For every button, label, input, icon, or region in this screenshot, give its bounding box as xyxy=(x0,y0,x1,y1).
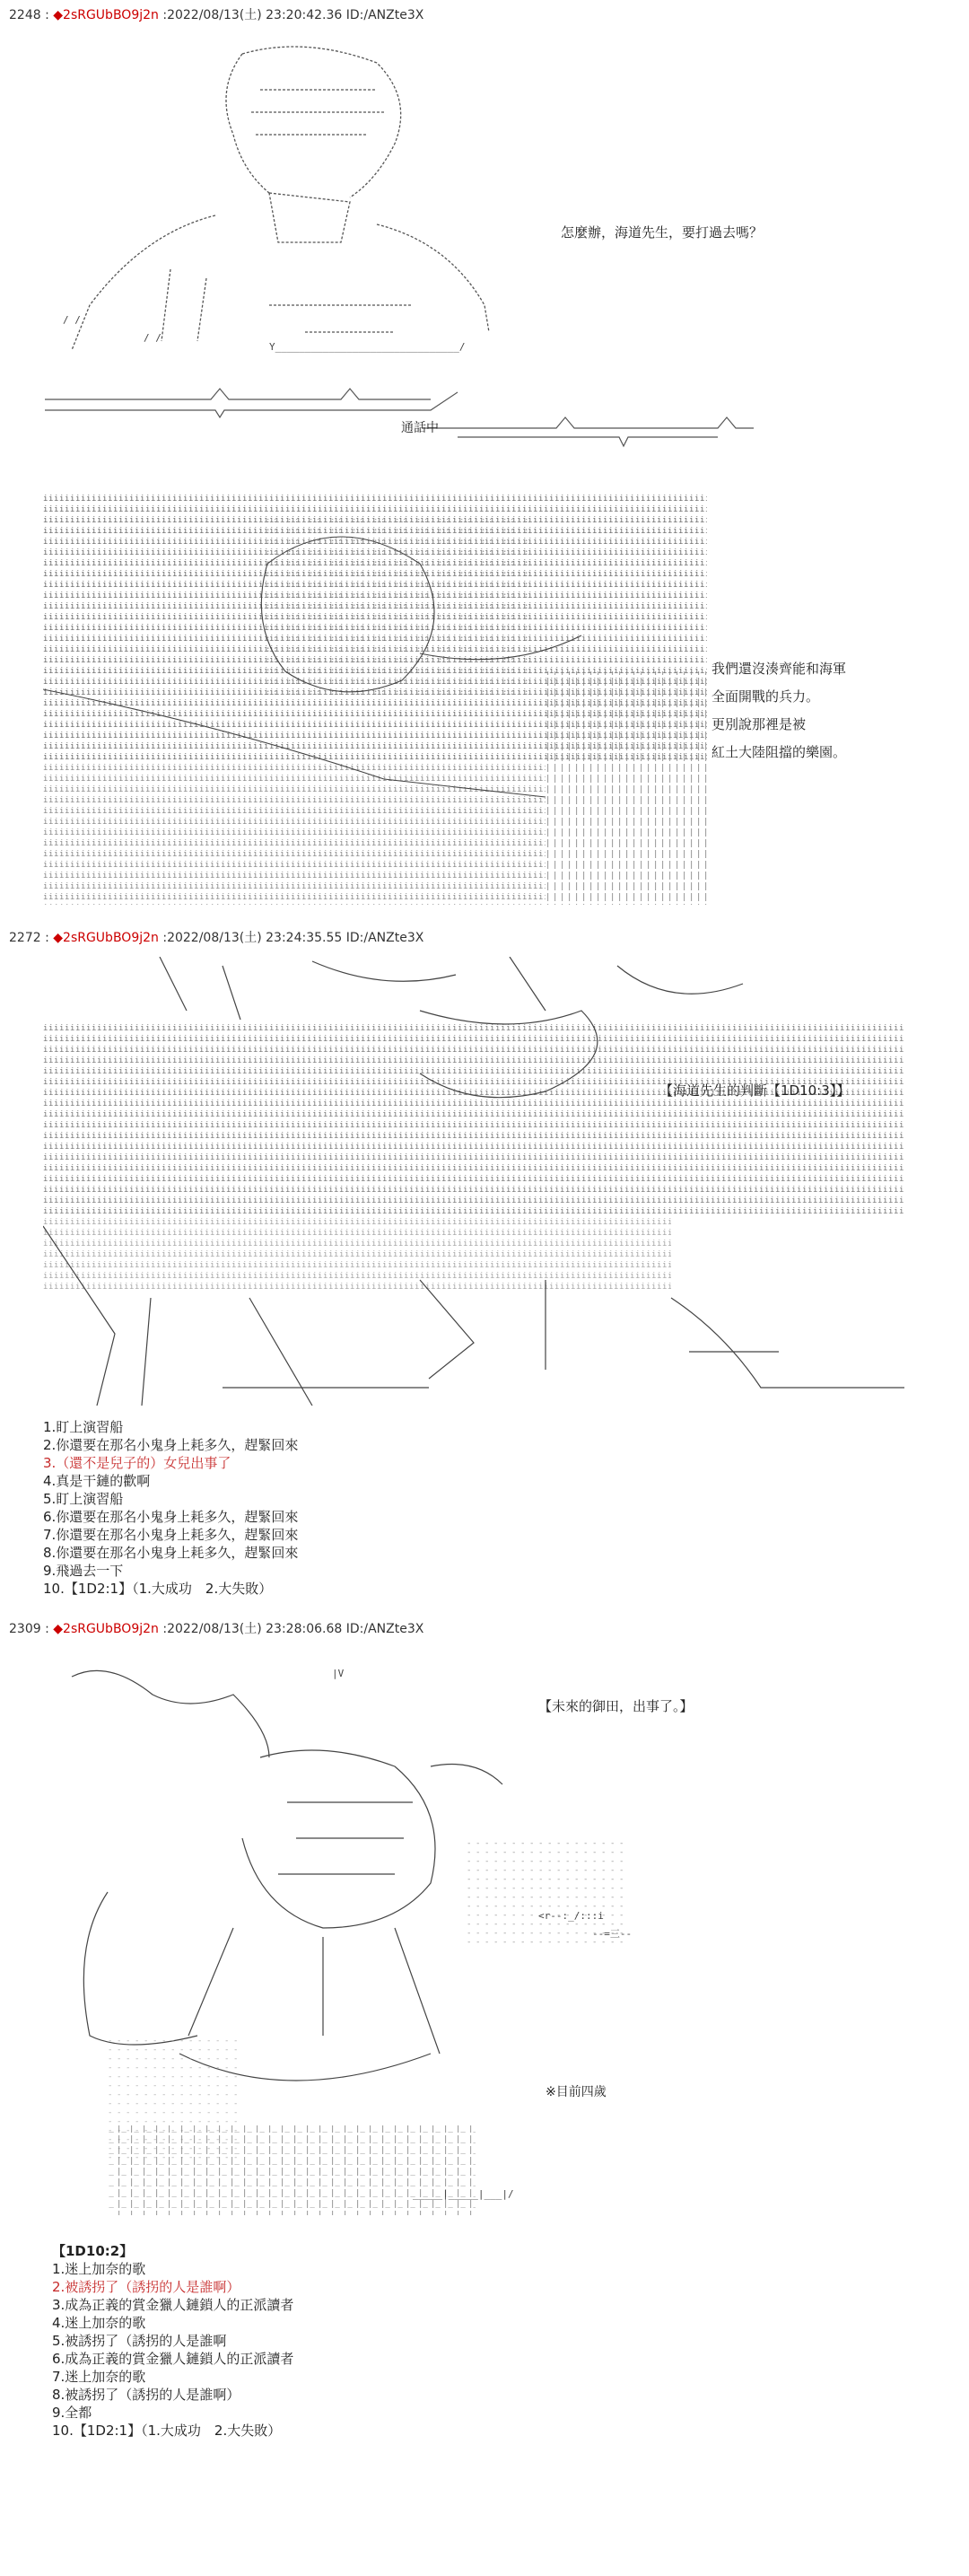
option-item: 7.你還要在那名小鬼身上耗多久，趕緊回來 xyxy=(43,1527,299,1543)
post-header: 2309 : ◆2sRGUbBO9j2n :2022/08/13(土) 23:28:06.68 ID:/ANZte3X xyxy=(9,1622,424,1636)
judgement-caption: 【海道先生的判斷【1D10:3】】 xyxy=(659,1082,851,1099)
roll-options-list xyxy=(43,1418,298,1598)
post-number: 2309 xyxy=(9,1622,41,1636)
ascii-art-child-with-scroll xyxy=(54,1659,718,2215)
poster-trip[interactable]: ◆2sRGUbBO9j2n xyxy=(53,1622,159,1636)
svg-text:Y_____________________________: Y_______________________________/ xyxy=(269,341,466,353)
option-item: 6.成為正義的賞金獵人鏈鎖人的正派讀者 xyxy=(52,2351,294,2367)
post-date: 2022/08/13(土) 23:28:06.68 xyxy=(167,1622,343,1636)
option-item: 6.你還要在那名小鬼身上耗多久，趕緊回來 xyxy=(43,1509,299,1525)
option-item: 9.全都 xyxy=(52,2405,92,2421)
option-item: 1.迷上加奈的歌 xyxy=(52,2261,146,2277)
post-id[interactable]: ID:/ANZte3X xyxy=(345,1622,424,1636)
post-id[interactable]: ID:/ANZte3X xyxy=(345,931,424,945)
option-item: 2.你還要在那名小鬼身上耗多久，趕緊回來 xyxy=(43,1437,299,1453)
narration-line: 全面開戰的兵力。 xyxy=(711,688,820,705)
post-number: 2272 xyxy=(9,931,41,945)
dialogue-caption: 怎麼辦，海道先生，要打過去嗎？ xyxy=(561,224,764,241)
option-item: 5.盯上演習船 xyxy=(43,1491,124,1507)
narration-box xyxy=(711,655,846,767)
option-item: 5.被誘拐了（誘拐的人是誰啊 xyxy=(52,2333,227,2349)
narration-line: 更別說那裡是被 xyxy=(711,716,807,732)
post-2272 xyxy=(0,923,969,1596)
call-status: 通話中 xyxy=(401,421,439,435)
narration-line: 紅土大陸阻擋的樂園。 xyxy=(711,744,847,760)
poster-trip[interactable]: ◆2sRGUbBO9j2n xyxy=(53,931,159,945)
option-item: 10.【1D2:1】（1.大成功 2.大失敗） xyxy=(52,2423,282,2439)
option-item-selected: 2.被誘拐了（誘拐的人是誰啊） xyxy=(52,2279,240,2295)
option-item: 3.成為正義的賞金獵人鏈鎖人的正派讀者 xyxy=(52,2297,294,2313)
post-header: 2272 : ◆2sRGUbBO9j2n :2022/08/13(土) 23:24:35.55 ID:/ANZte3X xyxy=(9,931,424,945)
option-item: 9.飛過去一下 xyxy=(43,1563,124,1579)
narration-line: 我們還沒湊齊能和海軍 xyxy=(711,661,847,677)
option-item: 7.迷上加奈的歌 xyxy=(52,2369,146,2385)
event-caption: 【未來的御田，出事了。】 xyxy=(538,1698,694,1714)
option-item: 1.盯上演習船 xyxy=(43,1419,124,1435)
age-note: ※目前四歲 xyxy=(546,2085,607,2099)
svg-text:--=三--: --=三-- xyxy=(592,1928,633,1940)
post-2309 xyxy=(0,1614,969,2576)
post-date: 2022/08/13(土) 23:20:42.36 xyxy=(167,8,343,22)
ascii-art-scene-dragon xyxy=(43,957,940,1406)
option-item: 4.真是干鏈的歡啊 xyxy=(43,1473,151,1489)
svg-text:/ /: / / xyxy=(63,314,81,326)
post-header: 2248 : ◆2sRGUbBO9j2n :2022/08/13(土) 23:20:42.36 ID:/ANZte3X xyxy=(9,8,424,22)
roll-header: 【1D10:2】 xyxy=(52,2243,134,2259)
post-id[interactable]: ID:/ANZte3X xyxy=(345,8,424,22)
option-item: 4.迷上加奈的歌 xyxy=(52,2315,146,2331)
svg-text:<r--:_/:::i: <r--:_/:::i xyxy=(538,1910,604,1922)
option-item-selected: 3.（還不是兒子的）女兒出事了 xyxy=(43,1455,231,1471)
post-2248 xyxy=(0,0,969,907)
option-item: 8.你還要在那名小鬼身上耗多久，趕緊回來 xyxy=(43,1545,299,1561)
svg-text:/ /: / / xyxy=(144,332,162,344)
svg-text:|V: |V xyxy=(332,1668,345,1679)
ascii-art-scene-pirates xyxy=(43,492,707,905)
poster-trip[interactable]: ◆2sRGUbBO9j2n xyxy=(53,8,159,22)
option-item: 8.被誘拐了（誘拐的人是誰啊） xyxy=(52,2387,240,2403)
option-item: 10.【1D2:1】（1.大成功 2.大失敗） xyxy=(43,1581,273,1597)
ascii-art-figure-phone xyxy=(36,36,502,359)
svg-text:_____|_____|___|/: _____|_____|___|/ xyxy=(413,2188,514,2200)
post-number: 2248 xyxy=(9,8,41,22)
post-date: 2022/08/13(土) 23:24:35.55 xyxy=(167,931,343,945)
roll-options-list xyxy=(52,2242,293,2440)
